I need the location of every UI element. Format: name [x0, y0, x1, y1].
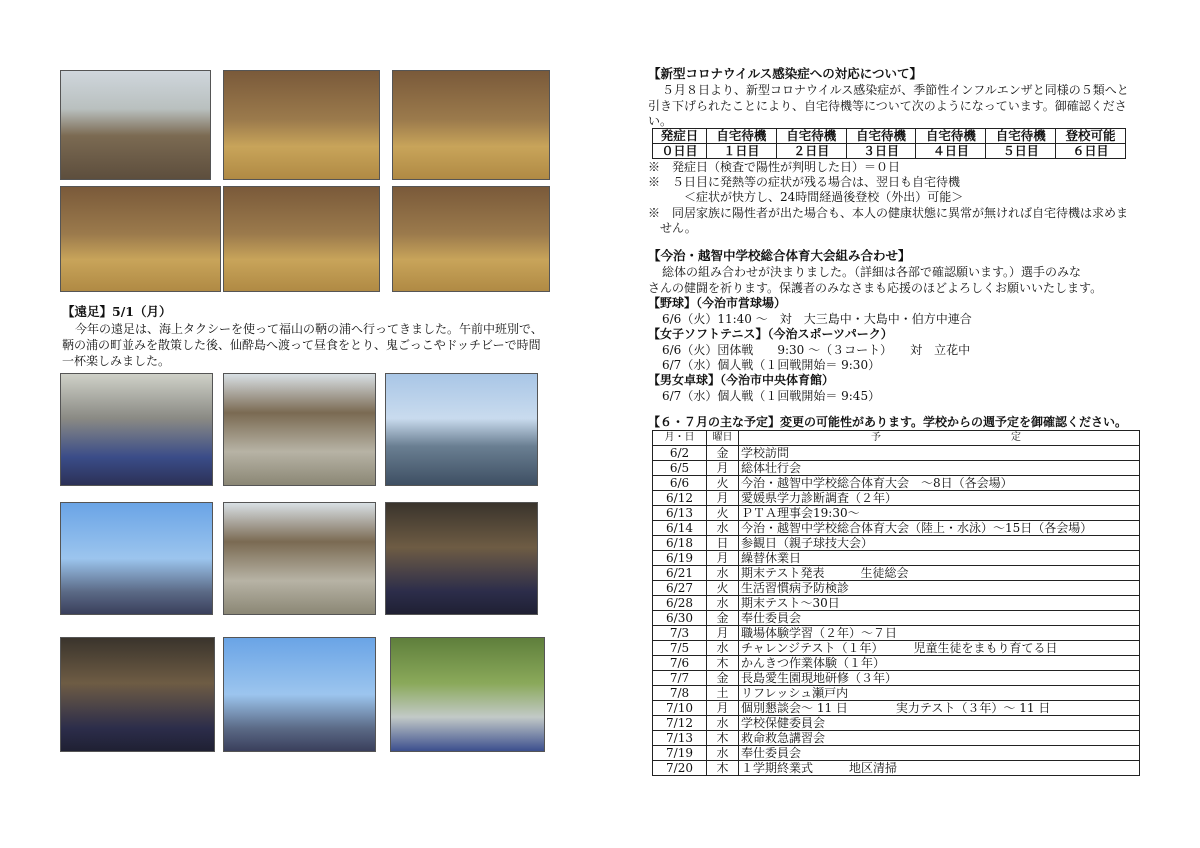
schedule-row	[653, 536, 1140, 551]
isolation-header-cell: 自宅待機	[916, 129, 986, 144]
photo-table-tennis-3	[60, 186, 221, 292]
table-tennis-detail-1: 6/7（水）個人戦（１回戦開始＝ 9:45）	[662, 389, 881, 403]
schedule-event: １学期終業式 地区清掃	[739, 761, 1140, 776]
schedule-event: ＰＴＡ理事会19:30～	[739, 506, 1140, 521]
photo-temple-gate	[223, 373, 376, 486]
schedule-date: 7/7	[653, 671, 707, 686]
schedule-row	[653, 611, 1140, 626]
schedule-date: 6/2	[653, 446, 707, 461]
isolation-table-header	[653, 129, 1126, 144]
schedule-day: 金	[707, 611, 739, 626]
soft-tennis-detail-2: 6/7（水）個人戦（１回戦開始＝ 9:30）	[662, 358, 881, 372]
schedule-row	[653, 521, 1140, 536]
photo-class-group	[390, 637, 545, 752]
schedule-event: 参観日（親子球技大会）	[739, 536, 1140, 551]
schedule-row	[653, 731, 1140, 746]
schedule-row	[653, 476, 1140, 491]
schedule-row	[653, 491, 1140, 506]
schedule-day: 月	[707, 626, 739, 641]
schedule-date: 6/6	[653, 476, 707, 491]
schedule-day: 金	[707, 671, 739, 686]
schedule-event: 総体壮行会	[739, 461, 1140, 476]
tournament-line-1: 総体の組み合わせが決まりました。（詳細は各部で確認願います。）選手のみな	[662, 265, 1082, 279]
schedule-event: 学校保健委員会	[739, 716, 1140, 731]
schedule-day: 水	[707, 521, 739, 536]
schedule-date: 7/8	[653, 686, 707, 701]
schedule-row	[653, 566, 1140, 581]
covid-note-4: ※ 同居家族に陽性者が出た場合も、本人の健康状態に異常が無ければ自宅待機は求めま	[648, 206, 1129, 220]
schedule-date: 6/18	[653, 536, 707, 551]
schedule-day: 月	[707, 551, 739, 566]
isolation-value-cell: ５日目	[986, 144, 1056, 159]
covid-line-2: 引き下げられたことにより、自宅待機等について次のようになっています。御確認くださ	[648, 99, 1127, 113]
schedule-event: 期末テスト～30日	[739, 596, 1140, 611]
tournament-line-2: さんの健闘を祈ります。保護者のみなさまも応援のほどよろしくお願いいたします。	[648, 281, 1103, 295]
schedule-row	[653, 641, 1140, 656]
schedule-event: 愛媛県学力診断調査（２年）	[739, 491, 1140, 506]
isolation-header-cell: 発症日	[653, 129, 707, 144]
schedule-date: 6/27	[653, 581, 707, 596]
isolation-value-cell: ２日目	[776, 144, 846, 159]
schedule-event: リフレッシュ瀬戸内	[739, 686, 1140, 701]
schedule-table-header	[653, 431, 1140, 446]
covid-note-1: ※ 発症日（検査で陽性が判明した日）＝０日	[648, 160, 901, 174]
schedule-event: 奉仕委員会	[739, 746, 1140, 761]
schedule-day: 水	[707, 746, 739, 761]
isolation-header-cell: 自宅待機	[706, 129, 776, 144]
excursion-line-1: 今年の遠足は、海上タクシーを使って福山の鞆の浦へ行ってきました。午前中班別で、	[75, 322, 543, 336]
schedule-row	[653, 551, 1140, 566]
schedule-row	[653, 716, 1140, 731]
covid-note-5: せん。	[648, 221, 697, 235]
schedule-day: 木	[707, 656, 739, 671]
excursion-line-3: 一杯楽しみました。	[62, 354, 171, 368]
schedule-day: 火	[707, 476, 739, 491]
photo-table-tennis-1	[223, 70, 380, 180]
schedule-date: 7/3	[653, 626, 707, 641]
schedule-day: 水	[707, 566, 739, 581]
schedule-day: 木	[707, 731, 739, 746]
schedule-row	[653, 761, 1140, 776]
excursion-heading: 【遠足】5/1（月）	[62, 304, 172, 319]
schedule-event: 今治・越智中学校総合体育大会 ～8日（各会場）	[739, 476, 1140, 491]
schedule-event: 救命救急講習会	[739, 731, 1140, 746]
covid-line-3: い。	[648, 114, 673, 128]
isolation-header-cell: 登校可能	[1056, 129, 1126, 144]
schedule-row	[653, 461, 1140, 476]
schedule-date: 6/19	[653, 551, 707, 566]
schedule-event: かんきつ作業体験（１年）	[739, 656, 1140, 671]
schedule-row	[653, 446, 1140, 461]
photo-lighthouse-jump	[223, 637, 376, 752]
soft-tennis-detail-1: 6/6（火）団体戦 9:30 ～（３コート） 対 立花中	[662, 343, 971, 357]
schedule-col-plan	[739, 431, 1140, 446]
isolation-value-cell: １日目	[706, 144, 776, 159]
isolation-value-cell: ６日目	[1056, 144, 1126, 159]
schedule-day: 木	[707, 761, 739, 776]
schedule-heading: 【６・７月の主な予定】	[648, 415, 781, 429]
schedule-date: 7/12	[653, 716, 707, 731]
schedule-event: 繰替休業日	[739, 551, 1140, 566]
isolation-header-cell: 自宅待機	[776, 129, 846, 144]
schedule-col-plan-1: 予	[871, 432, 881, 443]
schedule-row	[653, 506, 1140, 521]
schedule-table	[652, 430, 1140, 776]
photo-boat-interior	[60, 373, 213, 486]
schedule-date: 7/6	[653, 656, 707, 671]
covid-note-3: ＜症状が快方し、24時間経過後登校（外出）可能＞	[648, 190, 964, 204]
isolation-header-cell: 自宅待機	[846, 129, 916, 144]
schedule-event: 職場体験学習（２年）～７日	[739, 626, 1140, 641]
schedule-day: 水	[707, 596, 739, 611]
covid-note-2: ※ ５日目に発熱等の症状が残る場合は、翌日も自宅待機	[648, 175, 961, 189]
photo-street-group	[60, 502, 213, 615]
isolation-header-cell: 自宅待機	[986, 129, 1056, 144]
schedule-row	[653, 581, 1140, 596]
isolation-table	[652, 128, 1126, 159]
isolation-value-cell: ３日目	[846, 144, 916, 159]
excursion-line-2: 鞆の浦の町並みを散策した後、仙酔島へ渡って昼食をとり、鬼ごっこやドッチビーで時間	[62, 338, 541, 352]
isolation-value-cell: ０日目	[653, 144, 707, 159]
schedule-event: 生活習慣病予防検診	[739, 581, 1140, 596]
schedule-row	[653, 701, 1140, 716]
schedule-heading-row	[648, 414, 1127, 431]
schedule-day: 火	[707, 581, 739, 596]
schedule-day: 日	[707, 536, 739, 551]
soft-tennis-title: 【女子ソフトテニス】（今治スポーツパーク）	[648, 327, 893, 341]
schedule-row	[653, 656, 1140, 671]
schedule-event: 今治・越智中学校総合体育大会（陸上・水泳）～15日（各会場）	[739, 521, 1140, 536]
schedule-date: 7/10	[653, 701, 707, 716]
photo-harbor	[385, 373, 538, 486]
schedule-day: 月	[707, 491, 739, 506]
schedule-row	[653, 596, 1140, 611]
schedule-day: 月	[707, 701, 739, 716]
photo-lookout-group	[60, 637, 215, 752]
baseball-detail-1: 6/6（火）11:40 ～ 対 大三島中・大島中・伯方中連合	[662, 312, 972, 326]
schedule-event: 長島愛生園現地研修（３年）	[739, 671, 1140, 686]
photo-table-tennis-4	[223, 186, 380, 292]
isolation-table-values	[653, 144, 1126, 159]
schedule-row	[653, 626, 1140, 641]
covid-heading: 【新型コロナウイルス感染症への対応について】	[648, 66, 923, 81]
schedule-date: 7/20	[653, 761, 707, 776]
schedule-date: 6/21	[653, 566, 707, 581]
schedule-event: 学校訪問	[739, 446, 1140, 461]
schedule-event: 期末テスト発表 生徒総会	[739, 566, 1140, 581]
schedule-event: 奉仕委員会	[739, 611, 1140, 626]
schedule-date: 6/12	[653, 491, 707, 506]
tournament-heading: 【今治・越智中学校総合体育大会組み合わせ】	[648, 248, 911, 263]
schedule-date: 6/13	[653, 506, 707, 521]
schedule-date: 7/19	[653, 746, 707, 761]
isolation-value-cell: ４日目	[916, 144, 986, 159]
schedule-date: 7/13	[653, 731, 707, 746]
covid-line-1: ５月８日より、新型コロナウイルス感染症が、季節性インフルエンザと同様の５類へと	[662, 83, 1129, 97]
schedule-date: 6/30	[653, 611, 707, 626]
schedule-col-date: 月・日	[653, 431, 707, 446]
schedule-day: 金	[707, 446, 739, 461]
schedule-row	[653, 671, 1140, 686]
schedule-col-day: 曜日	[707, 431, 739, 446]
schedule-event: チャレンジテスト（１年） 児童生徒をまもり育てる日	[739, 641, 1140, 656]
schedule-date: 6/14	[653, 521, 707, 536]
schedule-day: 土	[707, 686, 739, 701]
baseball-title: 【野球】（今治市営球場）	[648, 296, 787, 310]
photo-statue-group	[385, 502, 538, 615]
schedule-row	[653, 746, 1140, 761]
photo-shrine-group	[223, 502, 376, 615]
schedule-date: 6/28	[653, 596, 707, 611]
schedule-col-plan-2: 定	[1011, 432, 1021, 443]
table-tennis-title: 【男女卓球】（今治市中央体育館）	[648, 373, 835, 387]
schedule-day: 月	[707, 461, 739, 476]
schedule-note: 変更の可能性があります。学校からの週予定を御確認ください。	[780, 415, 1128, 429]
schedule-row	[653, 686, 1140, 701]
schedule-date: 7/5	[653, 641, 707, 656]
photo-table-tennis-5	[392, 186, 550, 292]
schedule-day: 水	[707, 641, 739, 656]
schedule-day: 水	[707, 716, 739, 731]
schedule-day: 火	[707, 506, 739, 521]
photo-table-tennis-2	[392, 70, 550, 180]
schedule-event: 個別懇談会～ 11 日 実力テスト（３年）～ 11 日	[739, 701, 1140, 716]
schedule-date: 6/5	[653, 461, 707, 476]
photo-baseball-practice	[60, 70, 211, 180]
